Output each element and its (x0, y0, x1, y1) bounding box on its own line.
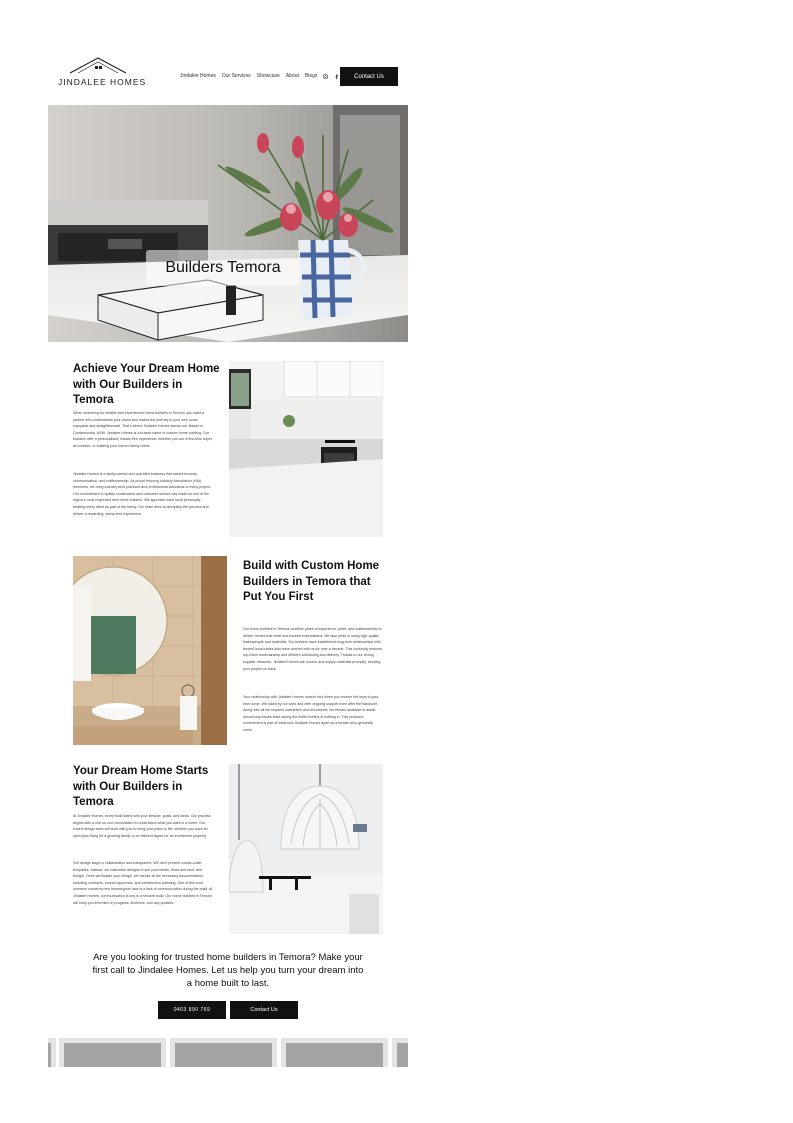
pendant-lights-photo (229, 764, 383, 934)
section3-heading: Your Dream Home Starts with Our Builders in Temora (73, 765, 209, 808)
hero-photo (48, 105, 408, 342)
nav-showcase[interactable]: Showcase (256, 73, 280, 79)
phone-button[interactable]: 0403 890 769 (158, 1001, 226, 1019)
contact-us-button[interactable]: Contact Us (340, 67, 398, 86)
section2-heading: Build with Custom Home Builders in Temora that Put You First (243, 560, 380, 603)
facebook-icon[interactable] (334, 74, 339, 79)
nav-jindalee-homes[interactable]: Jindalee Homes (180, 73, 216, 79)
house-roof-icon (68, 56, 128, 74)
hero-title: Builders Temora (146, 250, 300, 286)
gallery-strip (48, 1038, 408, 1067)
section2-paragraph-2: Your relationship with Jindalee Homes doesn't end when you receive the keys to your new home. We stand by our work and offer ongoing support even after the handover. Along with all the required warranties and documents, we remain available to assist should any issues arise during the initial months of settling in. This profound commitment is part of what sets Jindalee Homes apart as a builder who genuinely cares. (243, 695, 379, 732)
section2-paragraph-1: Our home builders in Temora combine years of experience, pride, and craftsmanship to deliver homes that meet and exceed expectations. We take pride in using high-quality tradespeople and materials. Our builders have established long-term relationships with trusted local trades who have worked with us for over a decade. This continuity ensures top-notch workmanship and efficient scheduling and delivery. Thanks to our strong supplier networks, Jindalee Homes can source and supply materials promptly, keeping your project on track. (243, 627, 383, 671)
kitchen-photo (229, 361, 383, 537)
cta-contact-button[interactable]: Contact Us (230, 1001, 298, 1019)
instagram-icon[interactable] (323, 74, 328, 79)
main-nav (180, 73, 339, 79)
section1-paragraph-1: When searching for reliable and experienced home builders in Temora, you want a partner who understands your vision and makes the journey to your new home enjoyable and straightforward. That's where Jindalee Homes stands out. Based in Cootamundra, NSW, Jindalee Homes is a trusted name in custom home building. Our builders offer a personalised, hassle-free experience, whether you are a first-time buyer, an investor, or building your forever family home. (73, 411, 213, 448)
nav-about[interactable]: About (285, 73, 299, 79)
nav-our-services[interactable]: Our Services (221, 73, 251, 79)
section1-paragraph-2: Jindalee Homes is a family-owned and operated business that values honesty, communication, and craftsmanship. As proud Housing Industry Association (HIA) members, we bring industry best practices and professional standards to every project. Our commitment to quality construction and customer service has made us one of the region's most respected new home builders. We approach each build personally, treating every client as part of the family. Our team aims to demystify the process and deliver a rewarding, stress-free experience. (73, 472, 212, 516)
nav-blogs[interactable]: Blogs (304, 73, 318, 79)
logo-wordmark: JINDALEE HOMES (58, 77, 147, 87)
gallery-tile[interactable] (48, 1038, 56, 1067)
section3-paragraph-1: At Jindalee Homes, every build starts with your lifestyle, goals, and ideas. Our process begins with a one-on-one consultation to understand what you want in a home. Our expert design team will work with you to bring your plans to life, whether you want an open-plan living for a growing family or an efficient layout for an investment property. (73, 814, 211, 838)
bathroom-photo (73, 556, 227, 745)
logo[interactable] (58, 56, 147, 90)
gallery-tile[interactable] (392, 1038, 408, 1067)
gallery-tile[interactable] (59, 1038, 166, 1067)
gallery-tile[interactable] (281, 1038, 388, 1067)
section3-paragraph-2: Our design stage is collaborative and transparent. We don't present cookie-cutter templates. Instead, we customise designs to suit your needs, block and land, and budget. Once we finalise your design, we handle all the necessary documentation, including contracts, council approvals, and construction planning. One of the most common concerns new homebuyers face is a lack of communication during the build. At Jindalee Homes, communication is key to a smooth build. Our home builders in Temora will keep you informed on progress, timelines, and any updates. (73, 861, 213, 905)
section1-heading: Achieve Your Dream Home with Our Builders in Temora (73, 363, 220, 406)
cta-text: Are you looking for trusted home builders in Temora? Make your first call to Jindalee Homes. Let us help you turn your dream into a home built to last. (92, 952, 364, 989)
gallery-tile[interactable] (170, 1038, 277, 1067)
hero-image (48, 105, 408, 342)
